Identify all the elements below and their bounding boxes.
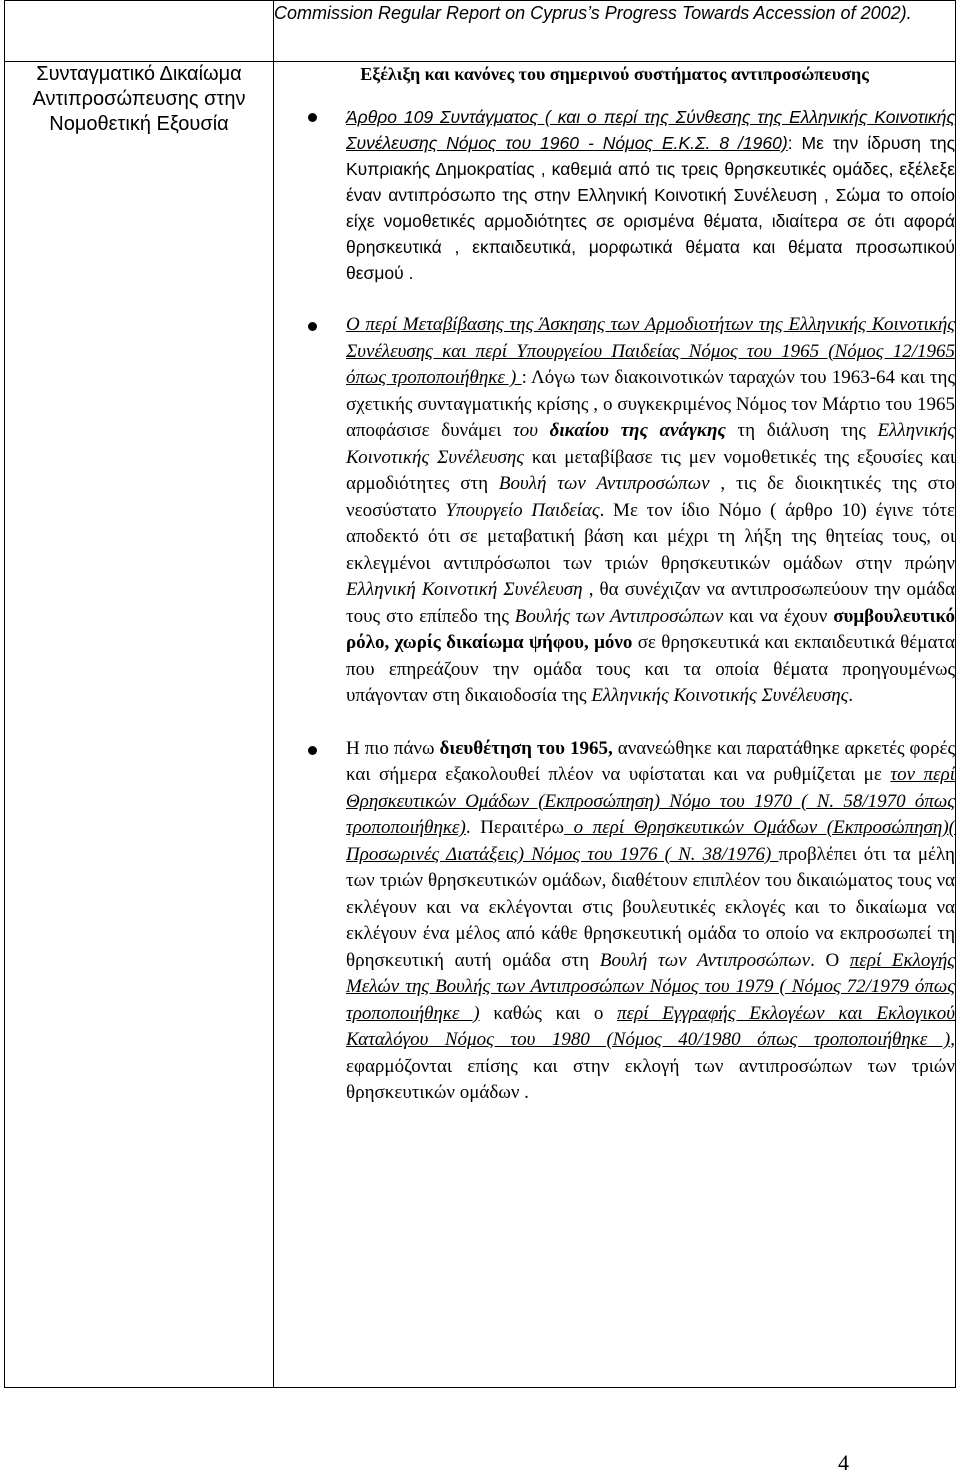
law-reference: Ο περί Μεταβίβασης της Άσκησης των Αρμοδιοτήτων της Ελληνικής Κοινοτικής Συνέλευσης και περί Υπουργείου Παιδείας Νόμος του 1965 (Νόμος 12/1965 όπως τροποποιήθηκε ) — [346, 314, 955, 388]
law-reference: τον περί Θρησκευτικών Ομάδων (Εκπροσώπηση) Νόμο του 1970 ( Ν. 58/1970 όπως τροποποιήθηκε) — [346, 764, 955, 838]
item-text: προβλέπει ότι τα μέλη των τριών θρησκευτικών ομάδων, διαθέτουν επιπλέον του δικαιώματος τους να εκλέγουν και να εκλέγονται στις βουλευτικές εκλογές και το δικαίωμα να εκλέγουν ένα μέλος από κάθε θρησκευτική ομάδα το οποίο να εκπροσωπεί τη θρησκευτική αυτή ομάδα στη — [346, 843, 955, 971]
article-reference: Άρθρο 109 Συντάγματος ( και ο περί της Σύνθεσης της Ελληνικής Κοινοτικής Συνέλευσης Νόμος του 1960 - Νόμος Ε.Κ.Σ. 8 /1960) — [346, 107, 955, 153]
emphasis-text: συμβουλευτικό ρόλο, χωρίς δικαίωμα ψήφου, μόνο — [346, 605, 955, 653]
left-heading-cell — [5, 62, 274, 1388]
left-header-cell — [5, 1, 274, 62]
item-text: , τις δε διοικητικές της στο νεοσύστατο — [346, 473, 956, 521]
table-row — [5, 62, 956, 1388]
right-header-cell — [274, 1, 956, 62]
institution-name: Ελληνική Κοινοτική Συνέλευση — [346, 579, 583, 600]
bullet-icon — [308, 746, 317, 755]
item-text: και να έχουν — [723, 605, 834, 627]
list-item — [274, 104, 955, 286]
document-table — [4, 0, 956, 1388]
institution-name: Βουλή των Αντιπροσώπων — [599, 949, 811, 971]
source-reference: Commission Regular Report on Cyprus’s Progress Towards Accession of 2002). — [274, 3, 912, 23]
item-text: : Με την ίδρυση της Κυπριακής Δημοκρατίας , καθεμιά από τις τρεις θρησκευτικές ομάδες, εξέλεξε έναν αντιπρόσωπο της στην Ελληνική Κοινοτική Συνέλευση , Σώμα το οποίο είχε νομοθετικές αρμοδιότητες σε ορισμένα θέματα, ιδιαίτερα σε ότι αφορά θρησκευτικά , εκπαιδευτικά, μορφωτικά θέματα και θέματα προσωπικού θεσμού . — [346, 133, 956, 283]
item-text: : Λόγω των διακοινοτικών ταραχών του 1963-64 και της σχετικής συνταγματικής κρίσης , ο συγκεκριμένος Νόμος τον Μάρτιο του 1965 αποφάσισε δυνάμει — [346, 367, 955, 441]
page-number: 4 — [838, 1450, 849, 1475]
section-title: Εξέλιξη και κανόνες του σημερινού συστήματος αντιπροσώπευσης — [360, 64, 869, 84]
item-text: . Περαιτέρω — [465, 817, 565, 838]
item-text: , εφαρμόζονται επίσης και στην εκλογή των αντιπροσώπων των τριών θρησκευτικών ομάδων . — [346, 1029, 955, 1103]
list-item — [274, 312, 955, 710]
item-text: , θα συνέχιζαν να αντιπροσωπεύουν την ομάδα τους στο επίπεδο της — [346, 579, 955, 627]
item-text: . — [848, 685, 854, 706]
item-text: τη διάλυση της — [725, 420, 878, 441]
item-text: . Ο — [810, 949, 850, 971]
item-text: καθώς και ο — [479, 1002, 618, 1024]
bullet-icon — [308, 113, 317, 122]
law-reference: περί Εκλογής Μελών της Βουλής των Αντιπροσώπων Νόμος του 1979 ( Νόμος 72/1979 όπως τροποποιήθηκε ) — [346, 949, 955, 1024]
institution-name: Ελληνικής Κοινοτικής Συνέλευσης — [346, 420, 955, 468]
law-reference: ο περί Θρησκευτικών Ομάδων (Εκπροσώπηση)( Προσωρινές Διατάξεις) Νόμος του 1976 ( Ν. 38/1976) — [346, 817, 955, 865]
emphasis-text: δικαίου της ανάγκης — [549, 420, 726, 441]
item-text: του — [512, 420, 550, 441]
emphasis-text: διευθέτηση του 1965, — [439, 737, 613, 759]
table-row — [5, 1, 956, 62]
side-heading: Συνταγματικό Δικαίωμα Αντιπροσώπευσης στην Νομοθετική Εξουσία — [32, 63, 246, 135]
institution-name: Υπουργείο Παιδείας — [445, 499, 600, 521]
item-text: σε θρησκευτικά και εκπαιδευτικά θέματα που επηρεάζουν την ομάδα τους και τα οποία θέματα προηγουμένως υπάγονταν στη δικαιοδοσία της — [346, 632, 955, 706]
bullet-icon — [308, 322, 317, 331]
law-reference: περί Εγγραφής Εκλογέων και Εκλογικού Καταλόγου Νόμος του 1980 (Νόμος 40/1980 όπως τροποποιήθηκε ) — [346, 1002, 956, 1050]
item-text: και μεταβίβασε τις μεν νομοθετικές της εξουσίες και αρμοδιότητες στη — [346, 446, 955, 494]
content-cell — [274, 62, 956, 1388]
institution-name: Βουλής των Αντιπροσώπων — [514, 605, 724, 627]
institution-name: Ελληνικής Κοινοτικής Συνέλευσης — [591, 685, 849, 706]
bullet-list — [274, 104, 955, 1107]
institution-name: Βουλή των Αντιπροσώπων — [498, 473, 710, 494]
item-text: . Με τον ίδιο Νόμο ( άρθρο 10) έγινε τότε αποδεκτό ότι σε μεταβατική βάση και μέχρι τη λήξη της θητείας τους, οι εκλεγμένοι αντιπρόσωποι των τριών θρησκευτικών ομάδων στην πρώην — [346, 499, 955, 574]
item-text: Η πιο πάνω — [346, 737, 440, 759]
list-item — [274, 736, 955, 1107]
item-text: ανανεώθηκε και παρατάθηκε αρκετές φορές και σήμερα εξακολουθεί πλέον να υφίσταται και να ρυθμίζεται με — [346, 737, 956, 785]
